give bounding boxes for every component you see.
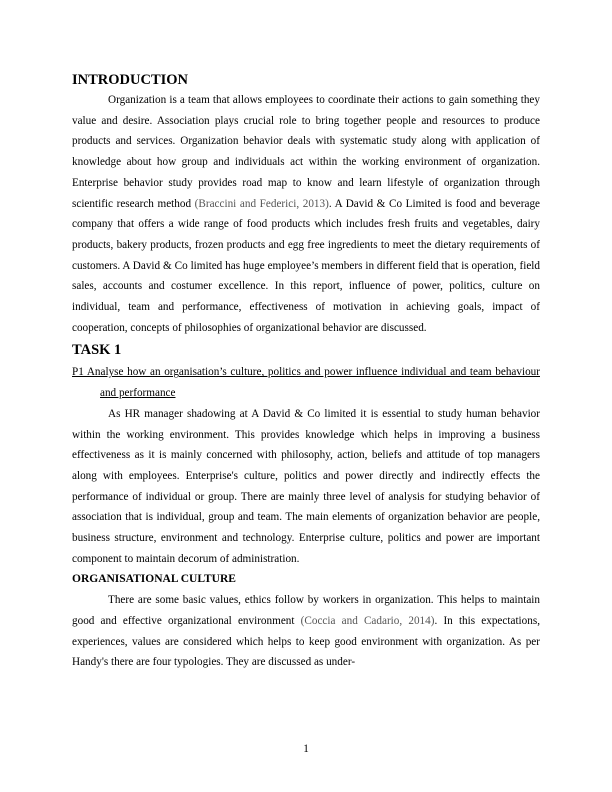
introduction-text-part1: Organization is a team that allows employees to coordinate their actions to gain something they value and desire. Association plays crucial role to bring together people and resources to produce products and services. Organization behavior deals with systematic study along with application of knowledge about how group and individuals act within the working environment of organization. Enterprise behavior study provides road map to know and learn lifestyle of organization through scientific research method: [72, 94, 540, 210]
culture-citation: (Coccia and Cadario, 2014): [300, 614, 435, 627]
culture-text-part2: . In this expectations, experiences, values are considered which helps to keep good environment with organization. As per Handy's there are four typologies. They are discussed as under-: [72, 614, 540, 669]
culture-text-part1: There are some basic values, ethics follow by workers in organization. This helps to maintain good and effective organizational environment: [72, 594, 540, 627]
organisational-culture-heading: ORGANISATIONAL CULTURE: [72, 573, 236, 586]
organisational-culture-paragraph: [72, 590, 540, 673]
introduction-heading: INTRODUCTION: [72, 72, 189, 88]
introduction-paragraph: [72, 90, 540, 338]
introduction-citation: (Braccini and Federici, 2013): [194, 197, 329, 210]
page-number: 1: [303, 743, 309, 755]
task1-paragraph: As HR manager shadowing at A David & Co limited it is essential to study human behavior within the working environment. This provides knowledge which helps in improving a business effectiveness as it is mainly concerned with philosophy, action, beliefs and attitude of top managers along with employees. Enterprise's culture, politics and power directly and indirectly effects the performance of individual or group. There are mainly three level of analysis for studying behavior of association that is individual, group and team. The main elements of organization behavior are people, business structure, environment and technology. Enterprise culture, politics and power are important component to maintain decorum of administration.: [72, 407, 540, 565]
document-page: [72, 70, 540, 673]
introduction-text-part2: . A David & Co Limited is food and beverage company that offers a wide range of food products which includes fresh fruits and vegetables, dairy products, bakery products, frozen products and egg free ingredients to meet the dietary requirements of customers. A David & Co limited has huge employee’s members in different field that is operation, field sales, accounts and costumer excellence. In this report, influence of power, politics, culture on individual, team and performance, effectiveness of motivation in achieving goals, impact of cooperation, concepts of philosophies of organizational behavior are discussed.: [72, 197, 541, 334]
task1-subheading: P1 Analyse how an organisation’s culture, politics and power influence individual and team behaviour and performance: [72, 366, 540, 400]
task1-heading: TASK 1: [72, 342, 122, 359]
